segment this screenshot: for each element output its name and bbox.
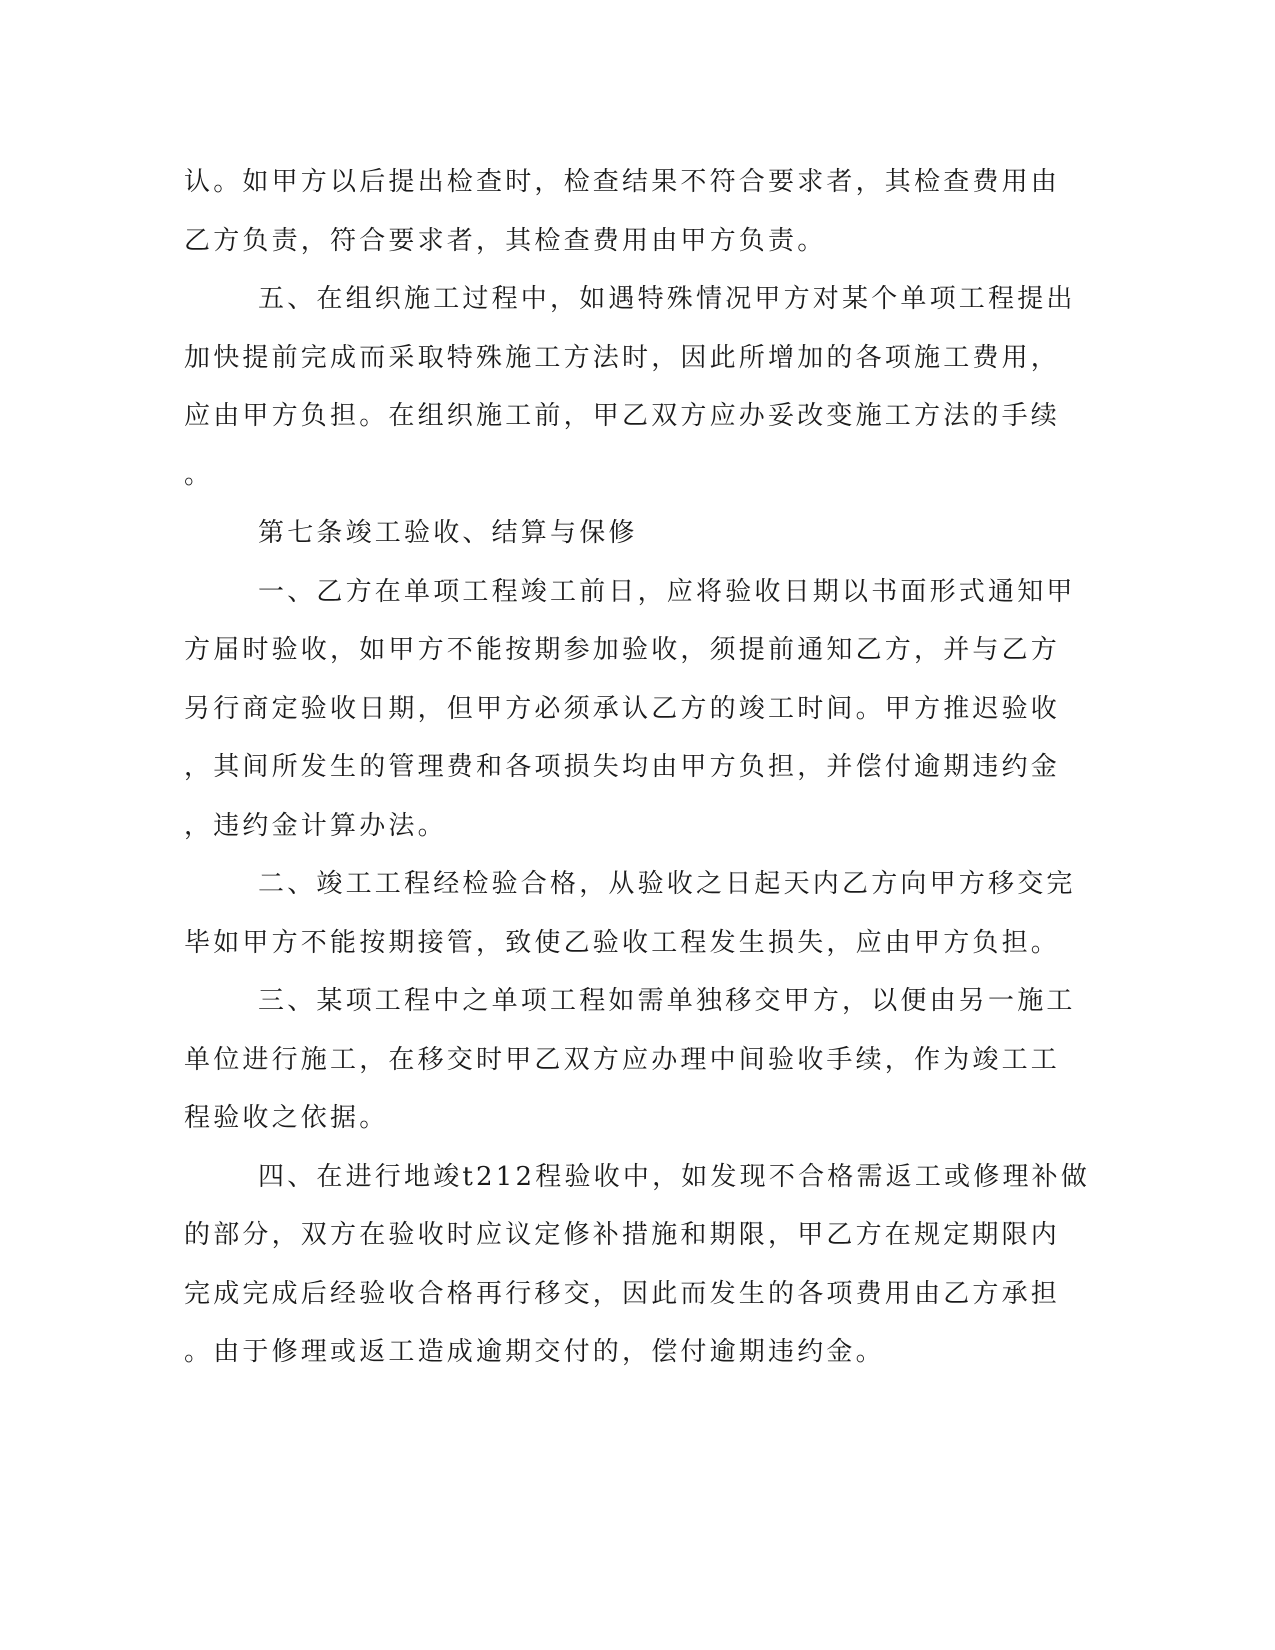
text-line: 加快提前完成而采取特殊施工方法时，因此所增加的各项施工费用， (184, 343, 1061, 373)
text-line: 完成完成后经验收合格再行移交，因此而发生的各项费用由乙方承担 (184, 1279, 1061, 1309)
paragraph-start-line: 五、在组织施工过程中，如遇特殊情况甲方对某个单项工程提出 (258, 284, 1076, 314)
section-heading: 第七条竣工验收、结算与保修 (258, 518, 638, 548)
text-line: 。由于修理或返工造成逾期交付的，偿付逾期违约金。 (184, 1337, 885, 1367)
text-line: 应由甲方负担。在组织施工前，甲乙双方应办妥改变施工方法的手续 (184, 401, 1061, 431)
text-line: 程验收之依据。 (184, 1103, 389, 1133)
paragraph-start-line: 一、乙方在单项工程竣工前日，应将验收日期以书面形式通知甲 (258, 577, 1076, 607)
text-line: 乙方负责，符合要求者，其检查费用由甲方负责。 (184, 226, 827, 256)
text-line: 认。如甲方以后提出检查时，检查结果不符合要求者，其检查费用由 (184, 167, 1061, 197)
text-line: 方届时验收，如甲方不能按期参加验收，须提前通知乙方，并与乙方 (184, 635, 1061, 665)
text-line: 。 (184, 460, 214, 490)
paragraph-start-line: 二、竣工工程经检验合格，从验收之日起天内乙方向甲方移交完 (258, 869, 1076, 899)
text-line: 另行商定验收日期，但甲方必须承认乙方的竣工时间。甲方推迟验收 (184, 694, 1061, 724)
text-line: 的部分，双方在验收时应议定修补措施和期限，甲乙方在规定期限内 (184, 1220, 1061, 1250)
paragraph-start-line: 三、某项工程中之单项工程如需单独移交甲方，以便由另一施工 (258, 986, 1076, 1016)
text-line: 单位进行施工，在移交时甲乙双方应办理中间验收手续，作为竣工工 (184, 1045, 1061, 1075)
text-line: 毕如甲方不能按期接管，致使乙验收工程发生损失，应由甲方负担。 (184, 928, 1061, 958)
text-line: ，其间所发生的管理费和各项损失均由甲方负担，并偿付逾期违约金 (184, 752, 1061, 782)
text-line: ，违约金计算办法。 (184, 811, 447, 841)
paragraph-start-line: 四、在进行地竣t212程验收中，如发现不合格需返工或修理补做 (258, 1162, 1091, 1192)
